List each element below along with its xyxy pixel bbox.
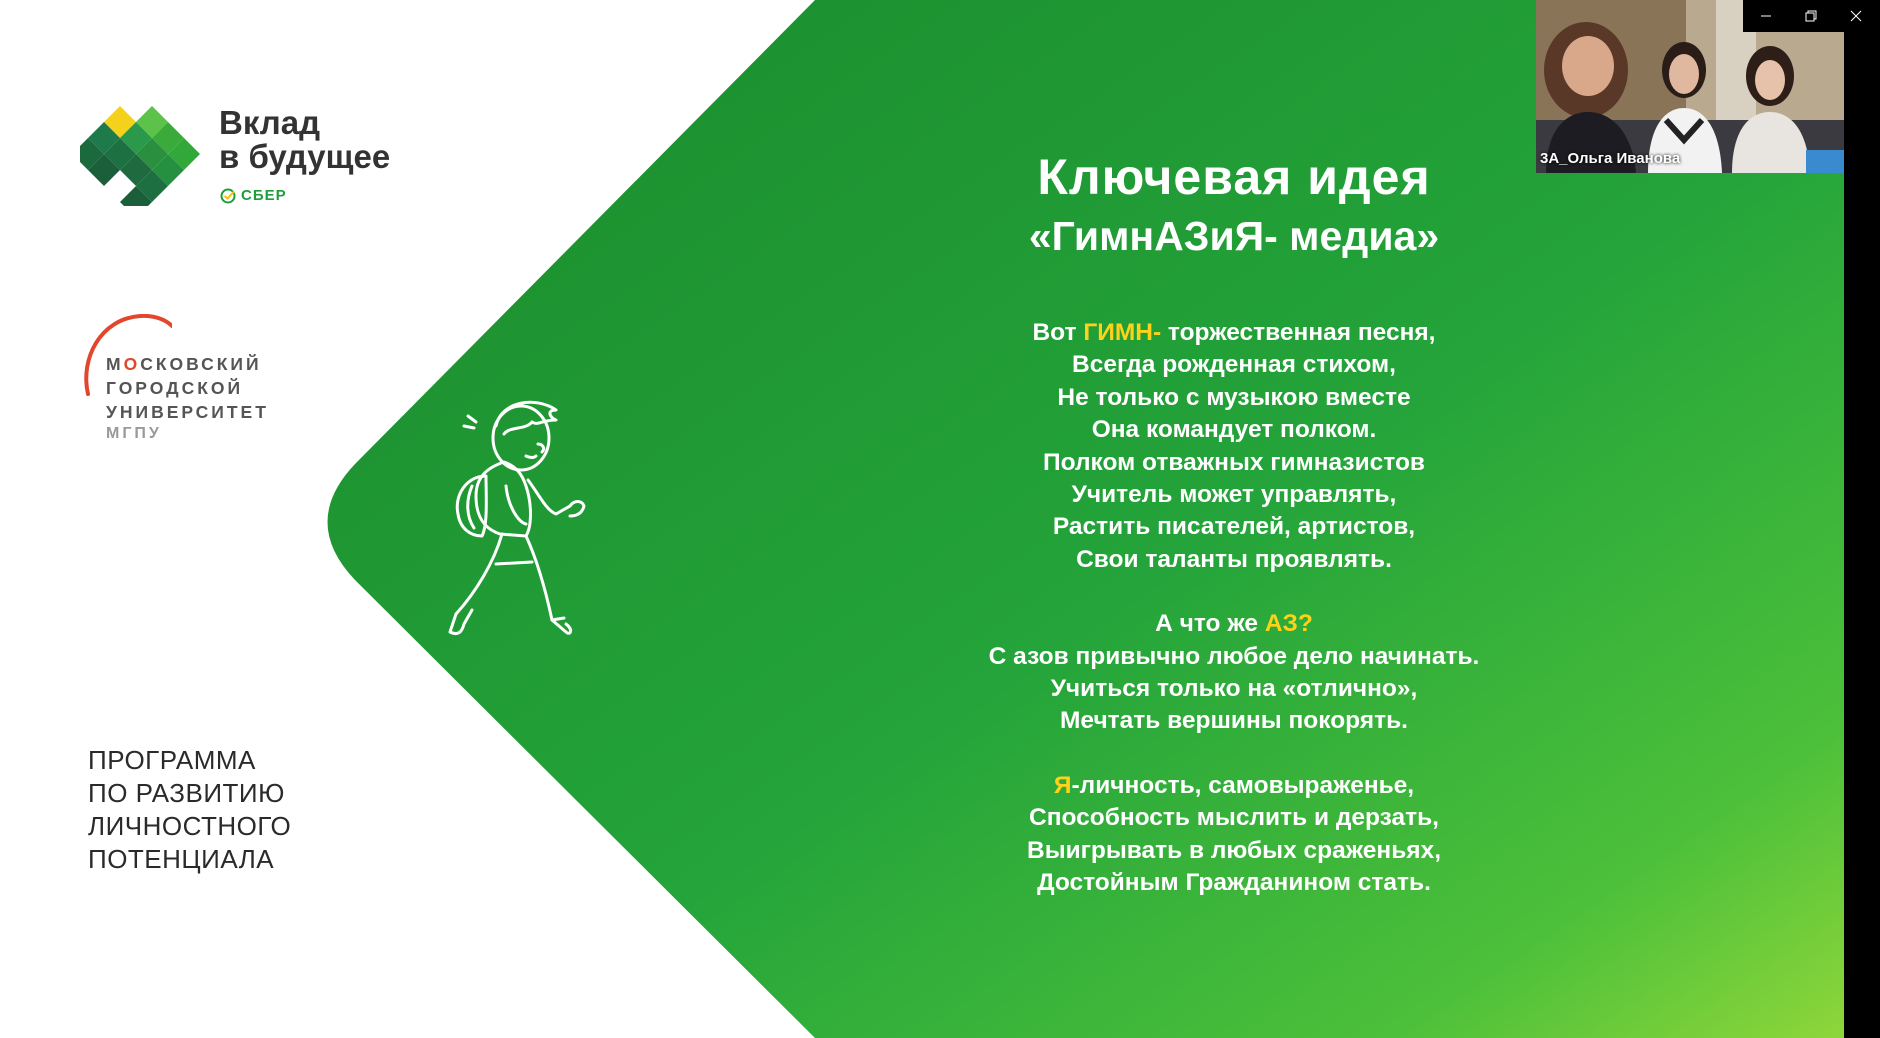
program-title xyxy=(88,744,291,876)
window-edge xyxy=(1844,0,1880,1038)
poem xyxy=(934,317,1534,932)
program-line: ПОТЕНЦИАЛА xyxy=(88,844,275,874)
poem-line: Всегда рожденная стихом, xyxy=(1072,351,1396,379)
mgpu-line3: УНИВЕРСИТЕТ xyxy=(106,402,269,422)
program-line: ЛИЧНОСТНОГО xyxy=(88,811,292,841)
title-line-1: Ключевая идея xyxy=(1037,149,1431,205)
minimize-icon xyxy=(1760,10,1772,22)
poem-line: Учитель может управлять, xyxy=(1071,481,1397,509)
poem-line: Она командует полком. xyxy=(1091,416,1377,444)
poem-stanza-2 xyxy=(934,608,1534,738)
restore-icon xyxy=(1805,10,1817,22)
vklad-logo-icon xyxy=(80,104,210,206)
poem-line: Свои таланты проявлять. xyxy=(1076,545,1392,573)
poem-line: Учиться только на «отлично», xyxy=(1050,675,1418,703)
poem-line: Мечтать вершины покорять. xyxy=(1060,707,1408,735)
poem-stanza-1 xyxy=(934,317,1534,576)
walking-schoolboy-illustration xyxy=(446,396,616,652)
poem-line: Способность мыслить и дерзать, xyxy=(1029,804,1439,832)
poem-stanza-3 xyxy=(934,770,1534,900)
slide-title xyxy=(934,148,1534,266)
vklad-line1: Вклад xyxy=(219,104,321,141)
vklad-line2: в будущее xyxy=(219,138,391,175)
minimize-button[interactable] xyxy=(1743,0,1788,32)
sber-brand xyxy=(220,187,287,204)
program-line: ПО РАЗВИТИЮ xyxy=(88,778,285,808)
sber-label: СБЕР xyxy=(241,187,287,204)
restore-button[interactable] xyxy=(1788,0,1833,32)
sber-check-icon xyxy=(220,188,236,204)
vklad-logo-text xyxy=(219,106,390,174)
poem-line: Не только с музыкою вместе xyxy=(1057,383,1411,411)
title-line-2: «ГимнАЗиЯ- медиа» xyxy=(1028,213,1440,259)
mgpu-line1: МОСКОВСКИЙ xyxy=(106,354,262,374)
poem-line: Выигрывать в любых сраженьях, xyxy=(1027,836,1441,864)
mgpu-name xyxy=(106,352,269,424)
mgpu-abbr: МГПУ xyxy=(106,425,162,442)
poem-line: Достойным Гражданином стать. xyxy=(1037,869,1431,897)
poem-line: Вот ГИМН- торжественная песня, xyxy=(1032,319,1436,346)
poem-line: Я-личность, самовыраженье, xyxy=(1053,771,1415,799)
poem-line: Полком отважных гимназистов xyxy=(1043,448,1425,476)
close-button[interactable] xyxy=(1833,0,1878,32)
program-line: ПРОГРАММА xyxy=(88,745,256,775)
poem-line: А что же АЗ? xyxy=(1155,610,1313,638)
mgpu-line2: ГОРОДСКОЙ xyxy=(106,378,244,398)
participant-name-label: 3А_Ольга Иванова xyxy=(1540,150,1681,167)
poem-line: Растить писателей, артистов, xyxy=(1052,513,1416,541)
poem-line: С азов привычно любое дело начинать. xyxy=(988,642,1480,670)
close-icon xyxy=(1850,10,1862,22)
window-controls xyxy=(1743,0,1880,32)
